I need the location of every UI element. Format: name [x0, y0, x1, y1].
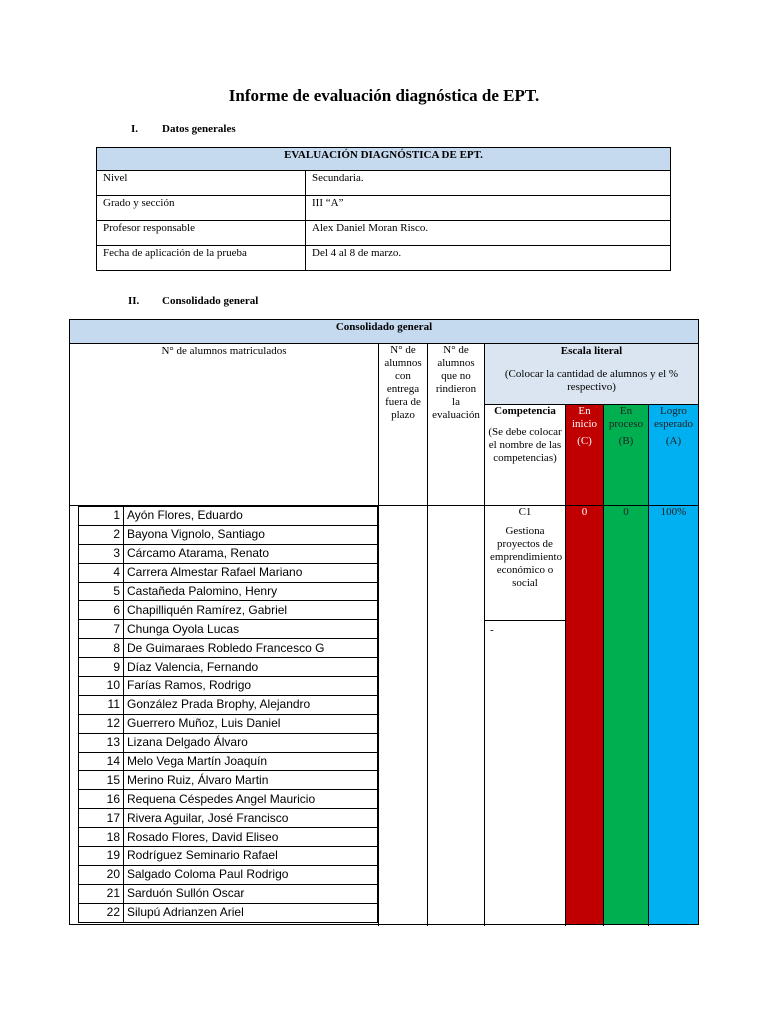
logro-esperado-column — [649, 405, 698, 924]
student-name: Bayona Vignolo, Santiago — [124, 525, 378, 544]
student-row — [79, 752, 378, 771]
student-row — [79, 695, 378, 714]
student-row — [79, 865, 378, 884]
student-name: Salgado Coloma Paul Rodrigo — [124, 865, 378, 884]
student-row — [79, 714, 378, 733]
row-value: III “A” — [306, 196, 671, 221]
en-inicio-label: En inicio — [571, 405, 598, 430]
student-row — [79, 884, 378, 903]
student-number: 5 — [79, 582, 124, 601]
student-name: Castañeda Palomino, Henry — [124, 582, 378, 601]
logro-esperado-label: Logro esperado — [653, 405, 694, 430]
student-number: 8 — [79, 639, 124, 658]
student-row — [79, 677, 378, 696]
escala-title: Escala literal — [560, 345, 623, 357]
table-row — [97, 171, 671, 196]
section-2-title: Consolidado general — [162, 295, 259, 307]
student-name: Merino Ruiz, Álvaro Martin — [124, 771, 378, 790]
student-name: Guerrero Muñoz, Luis Daniel — [124, 714, 378, 733]
row-value: Alex Daniel Moran Risco. — [306, 221, 671, 246]
student-name: Ayón Flores, Eduardo — [124, 507, 378, 526]
student-number: 13 — [79, 733, 124, 752]
student-number: 17 — [79, 809, 124, 828]
student-number: 11 — [79, 695, 124, 714]
general-data-header: EVALUACIÓN DIAGNÓSTICA DE EPT. — [97, 148, 671, 171]
student-number: 6 — [79, 601, 124, 620]
student-row — [79, 809, 378, 828]
student-number: 3 — [79, 544, 124, 563]
en-proceso-code: (B) — [618, 435, 634, 447]
student-name: Cárcamo Atarama, Renato — [124, 544, 378, 563]
en-proceso-value: 0 — [623, 506, 629, 518]
empty-competencia-mark: - — [490, 624, 494, 636]
student-number: 19 — [79, 847, 124, 866]
en-inicio-code: (C) — [577, 435, 592, 447]
student-number: 2 — [79, 525, 124, 544]
competencia-header — [485, 405, 565, 465]
student-name: González Prada Brophy, Alejandro — [124, 695, 378, 714]
section-1-number: I. — [131, 123, 139, 135]
student-row — [79, 507, 378, 526]
student-number: 12 — [79, 714, 124, 733]
table-row — [97, 196, 671, 221]
student-name: Carrera Almestar Rafael Mariano — [124, 563, 378, 582]
student-number: 22 — [79, 903, 124, 922]
student-number: 15 — [79, 771, 124, 790]
student-number: 7 — [79, 620, 124, 639]
general-data-table — [96, 147, 671, 271]
absent-column-header: N° de alumnos que no rindieron la evaluación — [432, 344, 480, 421]
row-label: Nivel — [97, 171, 306, 196]
logro-esperado-value: 100% — [660, 506, 687, 518]
row-value: Secundaria. — [306, 171, 671, 196]
student-name: Sarduón Sullón Oscar — [124, 884, 378, 903]
student-name: Farías Ramos, Rodrigo — [124, 677, 378, 696]
en-proceso-column — [604, 405, 648, 924]
student-number: 14 — [79, 752, 124, 771]
student-number: 20 — [79, 865, 124, 884]
competencia-note: (Se debe colocar el nombre de las competencias) — [488, 426, 562, 464]
late-column-header: N° de alumnos con entrega fuera de plazo — [384, 344, 422, 421]
consolidado-header: Consolidado general — [70, 320, 698, 343]
student-row — [79, 903, 378, 922]
competencia-title: Competencia — [494, 405, 556, 417]
student-number: 1 — [79, 507, 124, 526]
section-2-number: II. — [128, 295, 140, 307]
escala-header — [485, 344, 698, 404]
competencia-code: C1 — [518, 506, 532, 518]
competencia-name: Gestiona proyectos de emprendimiento económico o social — [490, 525, 563, 589]
competencia-cell — [485, 506, 565, 590]
student-row — [79, 771, 378, 790]
student-name: Chapilliquén Ramírez, Gabriel — [124, 601, 378, 620]
student-name: Chunga Oyola Lucas — [124, 620, 378, 639]
row-label: Profesor responsable — [97, 221, 306, 246]
student-name: Lizana Delgado Álvaro — [124, 733, 378, 752]
logro-esperado-code: (A) — [665, 435, 682, 447]
student-name: Melo Vega Martín Joaquín — [124, 752, 378, 771]
student-number: 21 — [79, 884, 124, 903]
student-number: 10 — [79, 677, 124, 696]
student-name: Rodríguez Seminario Rafael — [124, 847, 378, 866]
student-row — [79, 601, 378, 620]
student-name: De Guimaraes Robledo Francesco G — [124, 639, 378, 658]
student-name: Díaz Valencia, Fernando — [124, 658, 378, 677]
student-row — [79, 525, 378, 544]
student-number: 9 — [79, 658, 124, 677]
student-name: Rivera Aguilar, José Francisco — [124, 809, 378, 828]
student-name: Requena Céspedes Angel Mauricio — [124, 790, 378, 809]
student-row — [79, 790, 378, 809]
row-label: Grado y sección — [97, 196, 306, 221]
document-title: Informe de evaluación diagnóstica de EPT. — [228, 86, 540, 105]
student-number: 16 — [79, 790, 124, 809]
student-row — [79, 620, 378, 639]
student-row — [79, 563, 378, 582]
students-column-header: N° de alumnos matriculados — [161, 345, 287, 357]
escala-note: (Colocar la cantidad de alumnos y el % respectivo) — [504, 368, 679, 393]
student-number: 18 — [79, 828, 124, 847]
row-label: Fecha de aplicación de la prueba — [97, 246, 306, 271]
en-inicio-column — [566, 405, 603, 924]
section-1-title: Datos generales — [162, 123, 236, 135]
student-number: 4 — [79, 563, 124, 582]
student-row — [79, 582, 378, 601]
student-row — [79, 639, 378, 658]
row-value: Del 4 al 8 de marzo. — [306, 246, 671, 271]
student-row — [79, 847, 378, 866]
student-name: Silupú Adrianzen Ariel — [124, 903, 378, 922]
table-row — [97, 221, 671, 246]
student-name: Rosado Flores, David Eliseo — [124, 828, 378, 847]
student-row — [79, 658, 378, 677]
en-proceso-label: En proceso — [608, 405, 644, 430]
student-row — [79, 733, 378, 752]
student-list — [78, 506, 378, 923]
table-row — [97, 246, 671, 271]
student-row — [79, 828, 378, 847]
student-row — [79, 544, 378, 563]
en-inicio-value: 0 — [581, 506, 588, 518]
